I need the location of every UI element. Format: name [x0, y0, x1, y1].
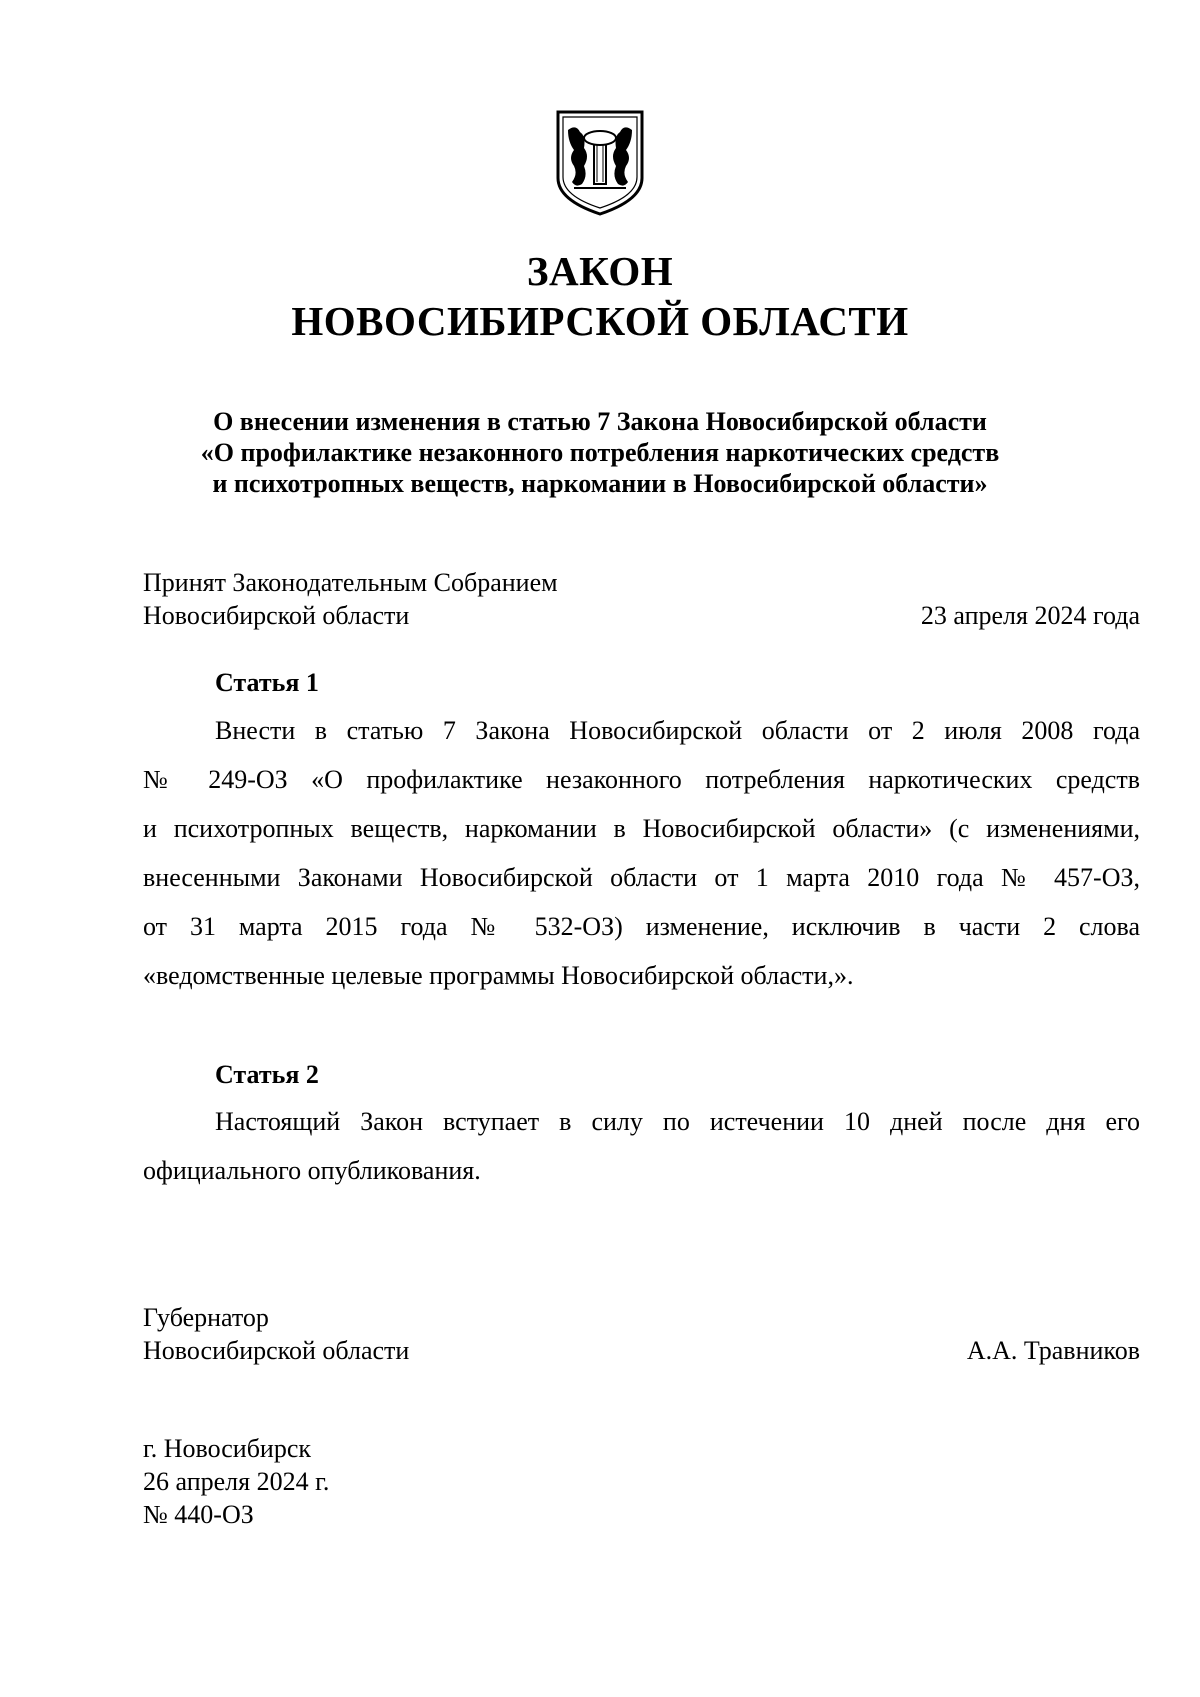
subject-line-2: «О профилактике незаконного потребления наркотических средств: [200, 438, 1000, 467]
signature-name: А.А. Травников: [966, 1336, 1140, 1365]
footer-city: г. Новосибирск: [143, 1434, 312, 1463]
article-2-line: Настоящий Закон вступает в силу по истечении 10 дней после дня его: [215, 1107, 1140, 1136]
article-1-line: «ведомственные целевые программы Новосибирской области,».: [143, 961, 854, 990]
article-1-title: Статья 1: [215, 668, 319, 697]
subject-line-3: и психотропных веществ, наркомании в Новосибирской области»: [212, 469, 988, 498]
subject-line-1: О внесении изменения в статью 7 Закона Новосибирской области: [213, 407, 987, 436]
footer-date: 26 апреля 2024 г.: [143, 1467, 330, 1496]
article-2-line: официального опубликования.: [143, 1156, 481, 1185]
article-1-line: № 249-ОЗ «О профилактике незаконного потребления наркотических средств: [143, 765, 1140, 794]
signature-position-line-2: Новосибирской области: [143, 1336, 410, 1365]
law-region-title: НОВОСИБИРСКОЙ ОБЛАСТИ: [291, 298, 909, 344]
adoption-line-2: Новосибирской области: [143, 601, 410, 630]
adoption-line-1: Принят Законодательным Собранием: [143, 568, 558, 597]
article-1-line: Внести в статью 7 Закона Новосибирской области от 2 июля 2008 года: [215, 716, 1140, 745]
footer-number: № 440-ОЗ: [143, 1500, 254, 1529]
article-1-line: внесенными Законами Новосибирской области от 1 марта 2010 года № 457-ОЗ,: [143, 863, 1140, 892]
law-title: ЗАКОН: [526, 248, 674, 294]
article-1-line: и психотропных веществ, наркомании в Новосибирской области» (с изменениями,: [143, 814, 1140, 843]
coat-of-arms-icon: [554, 108, 650, 218]
article-1-line: от 31 марта 2015 года № 532-ОЗ) изменение, исключив в части 2 слова: [143, 912, 1140, 941]
adoption-date: 23 апреля 2024 года: [920, 601, 1140, 630]
article-2-title: Статья 2: [215, 1060, 319, 1089]
signature-position-line-1: Губернатор: [143, 1303, 269, 1332]
